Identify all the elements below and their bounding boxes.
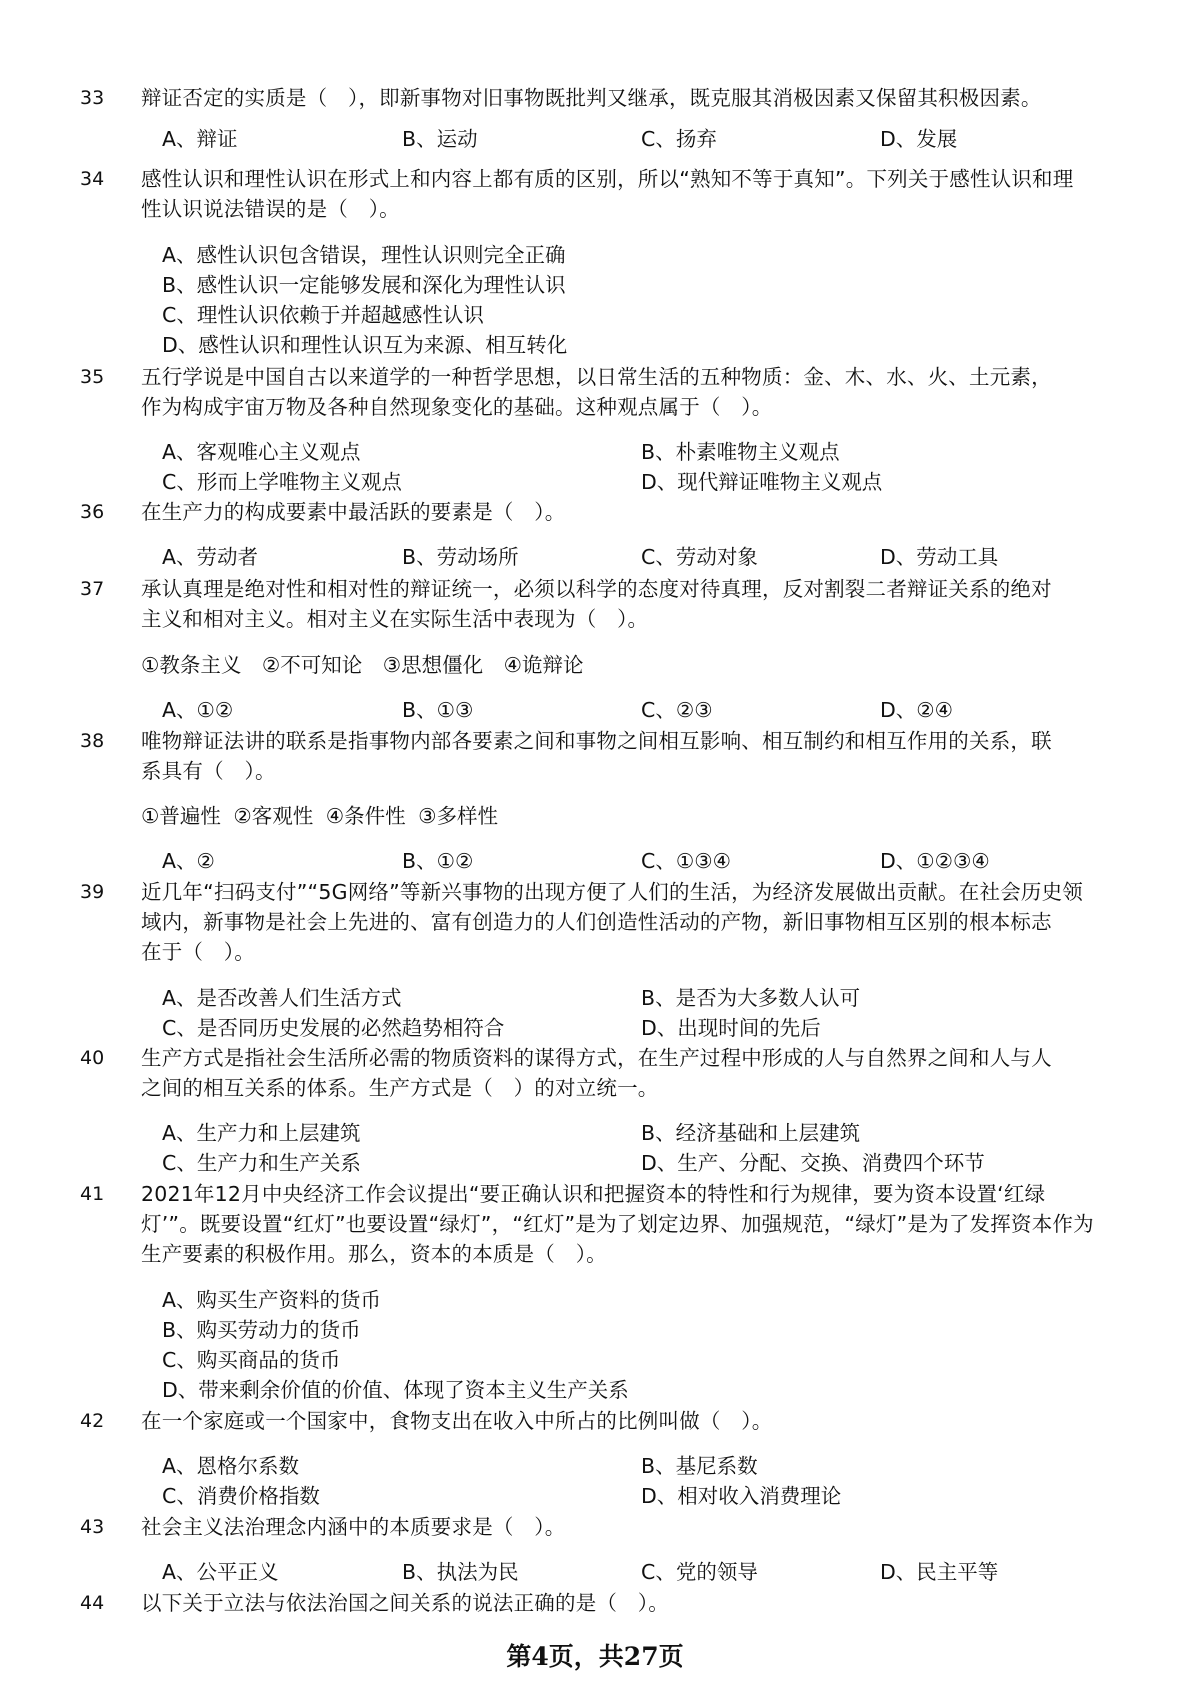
option-d: D、生产、分配、交换、消费四个环节 (641, 1151, 985, 1175)
option-b: B、是否为大多数人认可 (641, 986, 861, 1010)
option-d: D、现代辩证唯物主义观点 (641, 470, 883, 494)
option-d: D、带来剩余价值的价值、体现了资本主义生产关系 (162, 1378, 629, 1402)
option-b: B、感性认识一定能够发展和深化为理性认识 (162, 273, 566, 297)
option-b: B、①③ (402, 698, 474, 722)
option-b: B、基尼系数 (641, 1454, 758, 1478)
option-a: A、客观唯心主义观点 (162, 440, 361, 464)
question-number: 38 (80, 730, 105, 752)
option-c: C、①③④ (641, 849, 731, 873)
option-a: A、公平正义 (162, 1560, 279, 1584)
option-c: C、购买商品的货币 (162, 1348, 341, 1372)
option-c: C、理性认识依赖于并超越感性认识 (162, 303, 484, 327)
option-d: D、民主平等 (880, 1560, 999, 1584)
page-footer: 第4页，共27页 (506, 1642, 684, 1671)
question-stem: 五行学说是中国自古以来道学的一种哲学思想，以日常生活的五种物质：金、木、水、火、土元素， 作为构成宇宙万物及各种自然现象变化的基础。这种观点属于（ ）。 (141, 365, 1052, 419)
option-a: A、辩证 (162, 127, 238, 151)
question-number: 36 (80, 501, 105, 523)
statement-list: ①普遍性 ②客观性 ④条件性 ③多样性 (141, 804, 499, 828)
option-c: C、生产力和生产关系 (162, 1151, 361, 1175)
option-a: A、劳动者 (162, 545, 259, 569)
statement-list: ①教条主义 ②不可知论 ③思想僵化 ④诡辩论 (141, 653, 584, 677)
question-number: 35 (80, 366, 105, 388)
option-b: B、购买劳动力的货币 (162, 1318, 361, 1342)
option-a: A、购买生产资料的货币 (162, 1288, 382, 1312)
question-stem: 辩证否定的实质是（ ），即新事物对旧事物既批判又继承，既克服其消极因素又保留其积极因素。 (141, 86, 1042, 110)
option-d: D、①②③④ (880, 849, 990, 873)
option-c: C、消费价格指数 (162, 1484, 320, 1508)
question-stem: 在一个家庭或一个国家中，食物支出在收入中所占的比例叫做（ ）。 (141, 1409, 773, 1433)
option-a: A、生产力和上层建筑 (162, 1121, 361, 1145)
option-a: A、恩格尔系数 (162, 1454, 300, 1478)
option-d: D、劳动工具 (880, 545, 999, 569)
option-b: B、①② (402, 849, 474, 873)
question-number: 40 (80, 1047, 105, 1069)
option-d: D、②④ (880, 698, 954, 722)
option-c: C、党的领导 (641, 1560, 758, 1584)
option-b: B、朴素唯物主义观点 (641, 440, 840, 464)
question-stem: 感性认识和理性认识在形式上和内容上都有质的区别，所以“熟知不等于真知”。下列关于感性认识和理 性认识说法错误的是（ ）。 (141, 167, 1074, 221)
option-c: C、劳动对象 (641, 545, 758, 569)
question-stem: 近几年“扫码支付”“5G网络”等新兴事物的出现方便了人们的生活，为经济发展做出贡献。在社会历史领 域内，新事物是社会上先进的、富有创造力的人们创造性活动的产物，新旧事物相互区别的根本标志 在于（ ）。 (141, 880, 1084, 964)
option-a: A、是否改善人们生活方式 (162, 986, 402, 1010)
option-c: C、②③ (641, 698, 713, 722)
question-number: 44 (80, 1592, 105, 1614)
option-c: C、形而上学唯物主义观点 (162, 470, 402, 494)
question-stem: 2021年12月中央经济工作会议提出“要正确认识和把握资本的特性和行为规律，要为资本设置‘红绿 灯’”。既要设置“红灯”也要设置“绿灯”，“红灯”是为了划定边界、加强规范，“绿灯”是为了发挥资本作为 生产要素的积极作用。那么，资本的本质是（ ）。 (141, 1182, 1094, 1266)
option-d: D、相对收入消费理论 (641, 1484, 842, 1508)
option-a: A、感性认识包含错误，理性认识则完全正确 (162, 243, 566, 267)
question-number: 42 (80, 1410, 105, 1432)
question-stem: 以下关于立法与依法治国之间关系的说法正确的是（ ）。 (141, 1591, 669, 1615)
option-a: A、② (162, 849, 215, 873)
question-number: 39 (80, 881, 105, 903)
question-number: 43 (80, 1516, 105, 1538)
question-number: 37 (80, 578, 105, 600)
option-a: A、①② (162, 698, 234, 722)
option-c: C、是否同历史发展的必然趋势相符合 (162, 1016, 505, 1040)
option-b: B、执法为民 (402, 1560, 519, 1584)
option-b: B、经济基础和上层建筑 (641, 1121, 861, 1145)
option-d: D、发展 (880, 127, 958, 151)
option-c: C、扬弃 (641, 127, 717, 151)
option-d: D、感性认识和理性认识互为来源、相互转化 (162, 333, 568, 357)
question-stem: 社会主义法治理念内涵中的本质要求是（ ）。 (141, 1515, 566, 1539)
question-stem: 在生产力的构成要素中最活跃的要素是（ ）。 (141, 500, 566, 524)
question-stem: 承认真理是绝对性和相对性的辩证统一，必须以科学的态度对待真理，反对割裂二者辩证关系的绝对 主义和相对主义。相对主义在实际生活中表现为（ ）。 (141, 577, 1052, 631)
option-b: B、劳动场所 (402, 545, 519, 569)
question-number: 34 (80, 168, 105, 190)
question-stem: 唯物辩证法讲的联系是指事物内部各要素之间和事物之间相互影响、相互制约和相互作用的关系，联 系具有（ ）。 (141, 729, 1052, 783)
option-d: D、出现时间的先后 (641, 1016, 821, 1040)
question-number: 41 (80, 1183, 105, 1205)
question-stem: 生产方式是指社会生活所必需的物质资料的谋得方式，在生产过程中形成的人与自然界之间和人与人 之间的相互关系的体系。生产方式是（ ）的对立统一。 (141, 1046, 1052, 1100)
option-b: B、运动 (402, 127, 478, 151)
question-number: 33 (80, 87, 105, 109)
